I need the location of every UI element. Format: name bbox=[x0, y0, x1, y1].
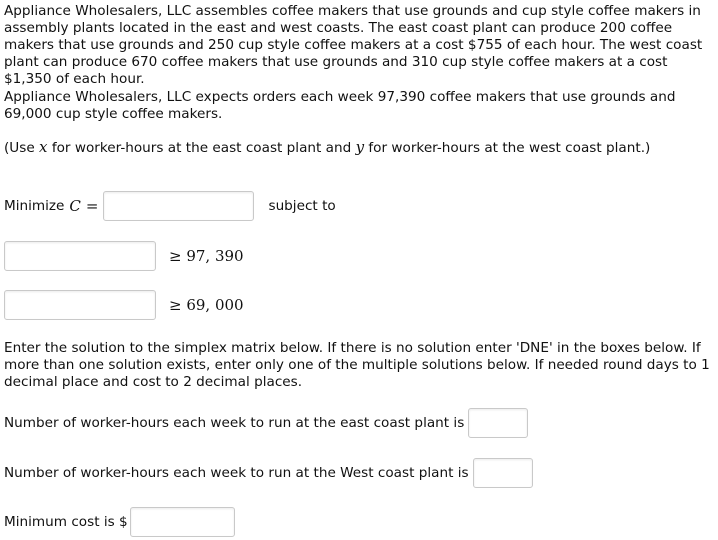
problem-paragraph-1: Appliance Wholesalers, LLC assembles coffee makers that use grounds and cup style coffee makers in assembly plants located in the east and west coasts. The east coast plant can produce 200 coffee makers that use grounds and 250 cup style coffee makers at a cost $755 of each hour. The west coast plant can produce 670 coffee makers that use grounds and 310 cup style coffee makers at a cost $1,350 of each hour. bbox=[4, 3, 703, 87]
variable-note-close: for worker-hours at the west coast plant.) bbox=[368, 140, 651, 156]
east-worker-hours-input[interactable] bbox=[468, 408, 528, 438]
constraint-1-relation: ≥ 97, 390 bbox=[169, 246, 244, 265]
minimum-cost-input[interactable] bbox=[130, 507, 235, 537]
objective-function-input[interactable] bbox=[103, 191, 254, 221]
variable-x: x bbox=[39, 138, 48, 156]
problem-paragraph-2: Appliance Wholesalers, LLC expects orders each week 97,390 coffee makers that use grounds and 69,000 cup style coffee makers. bbox=[4, 89, 676, 122]
objective-variable: C bbox=[69, 196, 81, 215]
subject-to-label: subject to bbox=[268, 197, 336, 214]
objective-row bbox=[4, 191, 336, 221]
constraint-row-2 bbox=[4, 290, 244, 320]
variable-y: y bbox=[355, 138, 365, 156]
objective-equals: = bbox=[85, 196, 99, 215]
west-answer-label: Number of worker-hours each week to run at the West coast plant is bbox=[4, 464, 469, 481]
objective-label: Minimize bbox=[4, 197, 65, 214]
instructions-text: Enter the solution to the simplex matrix below. If there is no solution enter 'DNE' in the boxes below. If more than one solution exists, enter only one of the multiple solutions below. If needed round days to 1 decimal place and cost to 2 decimal places. bbox=[4, 340, 710, 390]
east-answer-label: Number of worker-hours each week to run at the east coast plant is bbox=[4, 414, 465, 431]
minimum-cost-label: Minimum cost is $ bbox=[4, 513, 128, 530]
east-answer-row bbox=[4, 408, 528, 438]
variable-note-mid: for worker-hours at the east coast plant and bbox=[51, 140, 352, 156]
constraint-2-input[interactable] bbox=[4, 290, 156, 320]
variable-note bbox=[4, 139, 710, 157]
constraint-row-1 bbox=[4, 241, 244, 271]
west-worker-hours-input[interactable] bbox=[473, 458, 533, 488]
cost-answer-row bbox=[4, 507, 235, 537]
variable-note-open: (Use bbox=[4, 140, 35, 156]
west-answer-row bbox=[4, 458, 533, 488]
constraint-2-relation: ≥ 69, 000 bbox=[169, 295, 244, 314]
constraint-1-input[interactable] bbox=[4, 241, 156, 271]
